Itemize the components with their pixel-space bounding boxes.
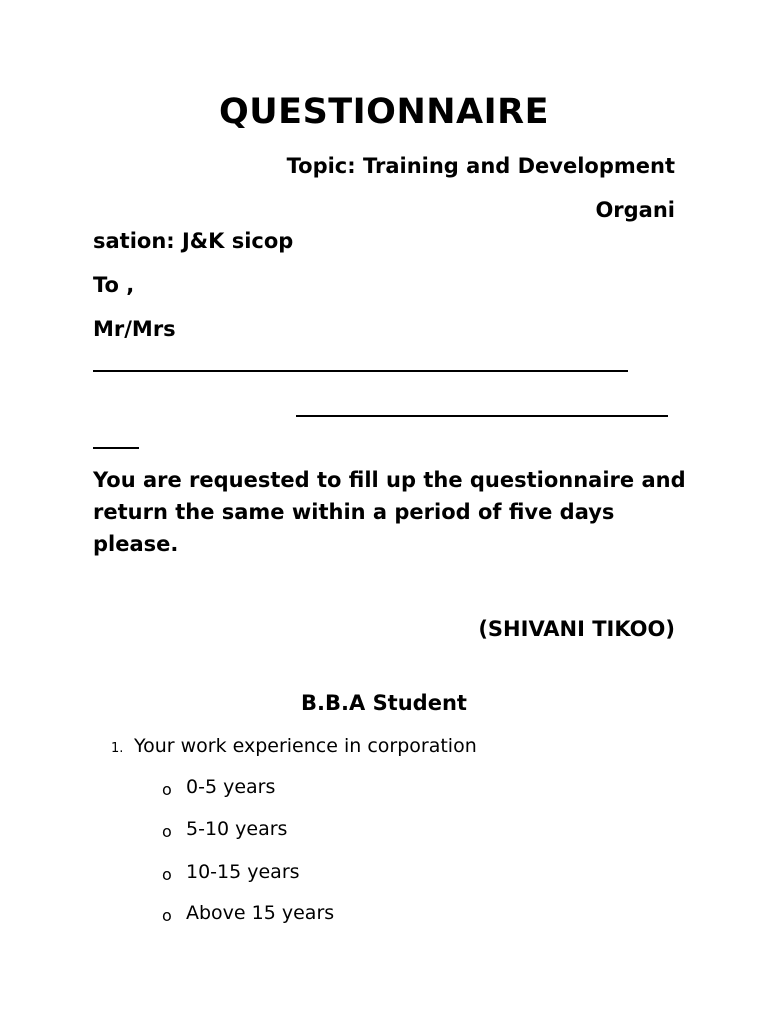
option-label: Above 15 years xyxy=(186,902,335,924)
option-bullet-icon: o xyxy=(162,865,172,884)
option-label: 10-15 years xyxy=(186,861,300,883)
option-bullet-icon: o xyxy=(162,822,172,841)
address-blank-rule-continued xyxy=(93,447,139,449)
address-blank-rule xyxy=(296,415,668,417)
signature-designation: B.B.A Student xyxy=(301,691,467,715)
option-label: 0-5 years xyxy=(186,776,276,798)
question-text: Your work experience in corporation xyxy=(134,735,477,757)
organisation-line-part2: sation: J&K sicop xyxy=(93,229,294,253)
option-label: 5-10 years xyxy=(186,818,288,840)
signature-name: (SHIVANI TIKOO) xyxy=(478,617,675,641)
topic-line: Topic: Training and Development xyxy=(286,154,675,178)
to-line: To , xyxy=(93,273,135,297)
option-bullet-icon: o xyxy=(162,906,172,925)
option-bullet-icon: o xyxy=(162,780,172,799)
request-paragraph: You are requested to fill up the questionnaire and return the same within a period of five days please. xyxy=(93,468,686,556)
addressee-blank-rule xyxy=(93,370,628,372)
document-title: QUESTIONNAIRE xyxy=(219,92,549,132)
addressee-line: Mr/Mrs xyxy=(93,317,176,341)
question-number: 1. xyxy=(111,741,124,756)
organisation-line-part1: Organi xyxy=(595,198,675,222)
